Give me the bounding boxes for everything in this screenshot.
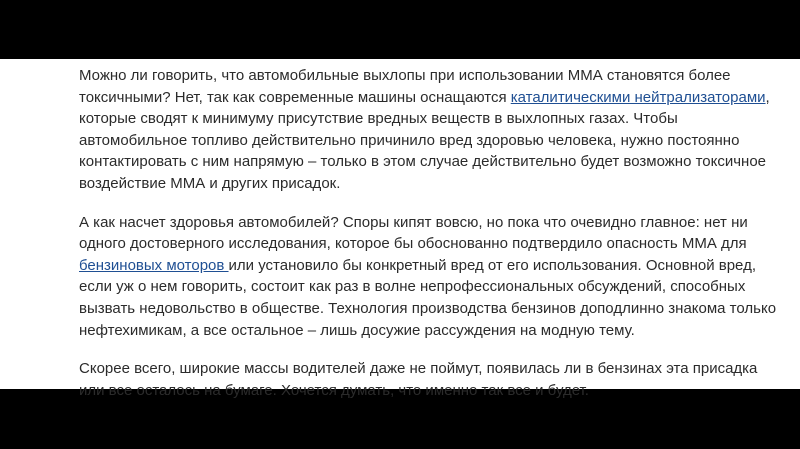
paragraph-3: Скорее всего, широкие массы водителей даже не поймут, появилась ли в бензинах эта присадка или все осталось на бумаге. Хочется думать, что именно так все и будет. (79, 360, 758, 399)
article-body (79, 65, 779, 418)
paragraph-1 (79, 65, 779, 195)
paragraph-2-text-before: А как насчет здоровья автомобилей? Споры кипят вовсю, но пока что очевидно главное: нет ни одного достоверного исследования, которое бы обоснованно подтвердило опасность ММА для (79, 213, 748, 253)
paragraph-1-text-before: Можно ли говорить, что автомобильные выхлопы при использовании ММА становятся более токсичными? Нет, так как современные машины оснащаются (79, 67, 731, 106)
paragraph-2 (79, 212, 779, 342)
article-page (0, 59, 800, 399)
paragraph-1-text-after: , которые сводят к минимуму присутствие вредных веществ в выхлопных газах. Чтобы автомобильное топливо действительно причинило вред здоровью человека, нужно постоянно контактировать с ним напрямую – только в этом случае действительно будет возможно токсичное воздействие ММА и других присадок. (79, 88, 770, 192)
gasoline-engines-link[interactable]: бензиновых моторов (79, 256, 229, 274)
paragraph-2-text-after: или установило бы конкретный вред от его использования. Основной вред, если уж о нем говорить, состоит как раз в волне непрофессиональных обсуждений, способных вызвать недовольство в обществе. Технология производства бензинов доподлинно знакома только нефтехимикам, а все остальное – лишь досужие рассуждения на модную тему. (79, 256, 777, 339)
catalytic-converters-link[interactable]: каталитическими нейтрализаторами (510, 88, 766, 106)
